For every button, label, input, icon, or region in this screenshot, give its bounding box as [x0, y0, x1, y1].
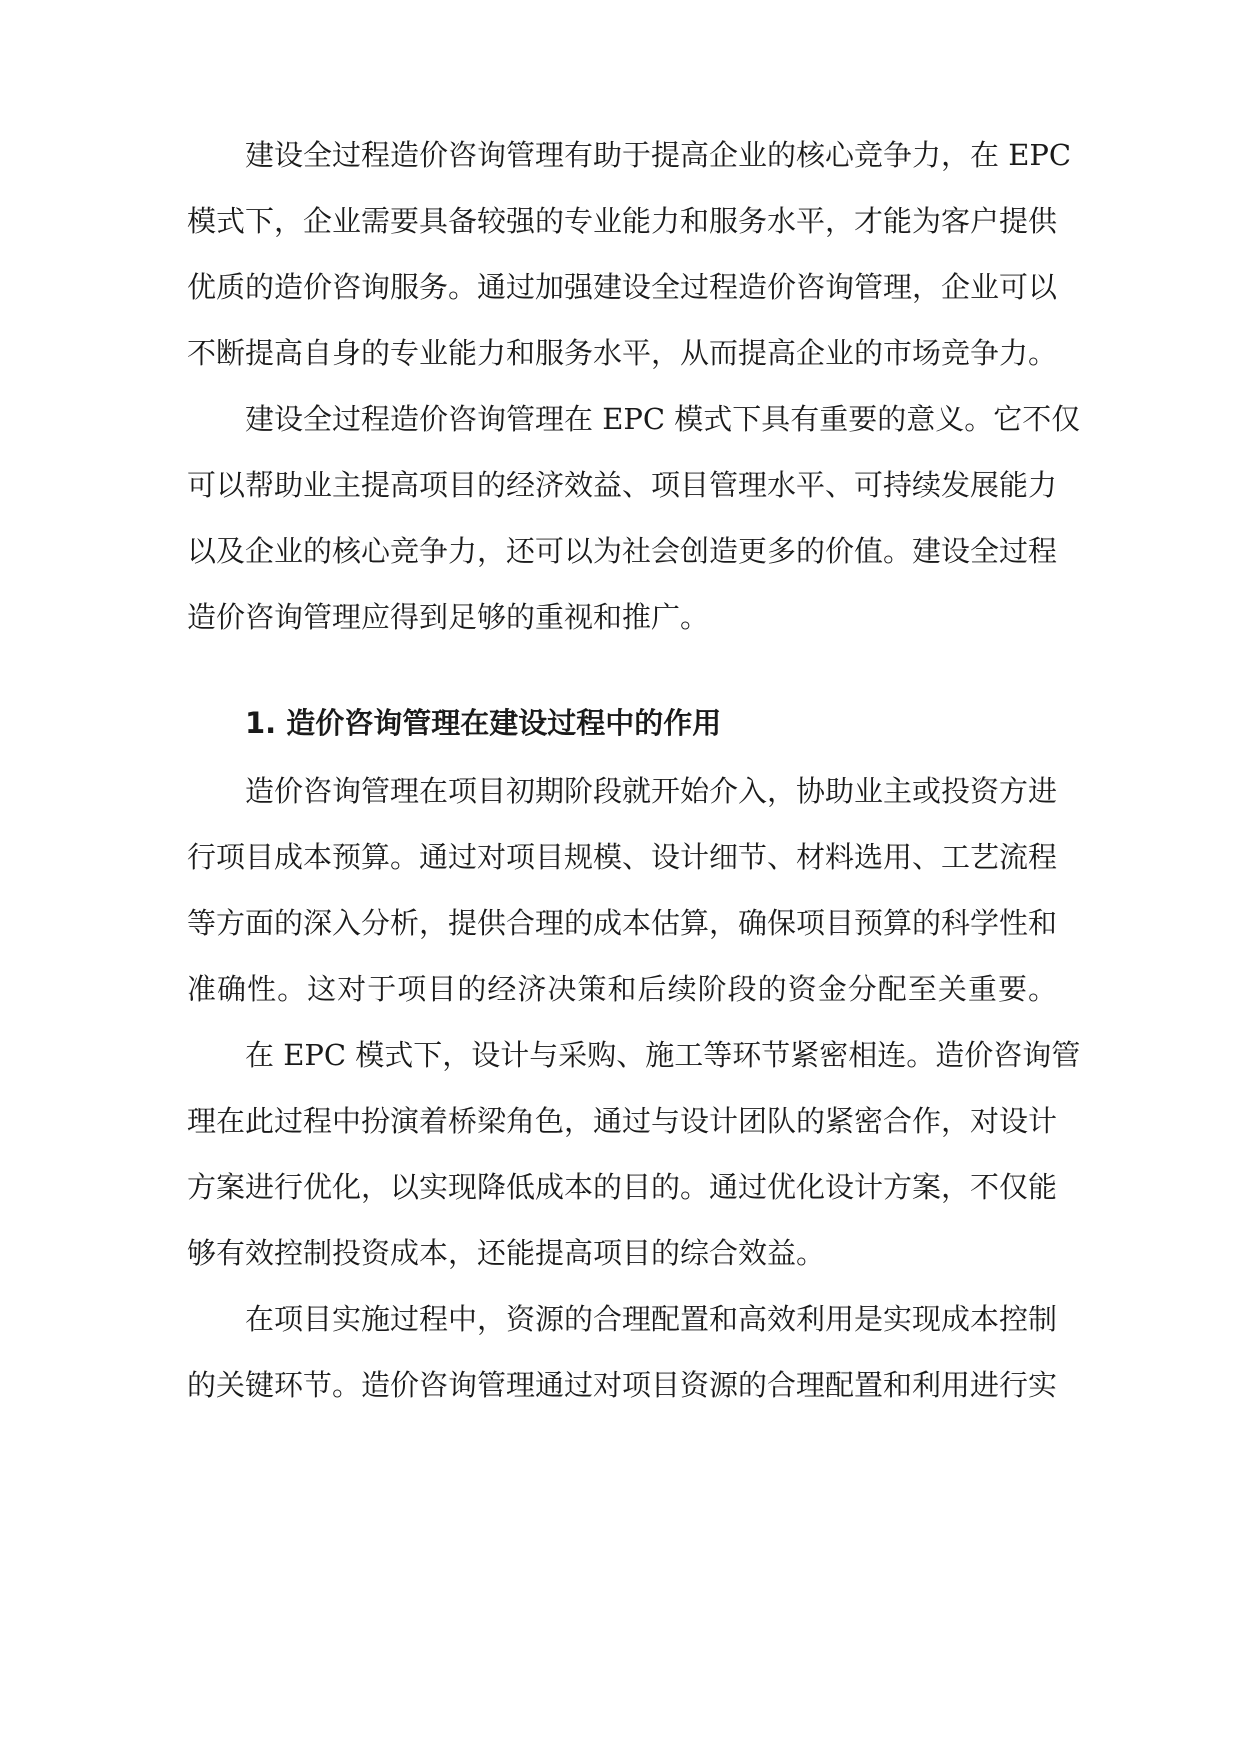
section-paragraph-2-line-2: 理在此过程中扮演着桥梁角色，通过与设计团队的紧密合作，对设计 — [187, 1104, 1058, 1138]
section-paragraph-2-line-3: 方案进行优化，以实现降低成本的目的。通过优化设计方案，不仅能 — [187, 1170, 1058, 1204]
section-paragraph-3-line-1: 在项目实施过程中，资源的合理配置和高效利用是实现成本控制 — [245, 1302, 1058, 1336]
paragraph-2-line-2: 可以帮助业主提高项目的经济效益、项目管理水平、可持续发展能力 — [187, 468, 1058, 502]
paragraph-2-line-4: 造价咨询管理应得到足够的重视和推广。 — [187, 600, 710, 634]
paragraph-1-line-3: 优质的造价咨询服务。通过加强建设全过程造价咨询管理，企业可以 — [187, 270, 1058, 304]
section-paragraph-1-line-2: 行项目成本预算。通过对项目规模、设计细节、材料选用、工艺流程 — [187, 840, 1058, 874]
section-paragraph-2-line-1: 在 EPC 模式下，设计与采购、施工等环节紧密相连。造价咨询管 — [245, 1038, 1081, 1072]
paragraph-1-line-4: 不断提高自身的专业能力和服务水平，从而提高企业的市场竞争力。 — [187, 336, 1058, 370]
paragraph-2-line-3: 以及企业的核心竞争力，还可以为社会创造更多的价值。建设全过程 — [187, 534, 1058, 568]
section-paragraph-1-line-4: 准确性。这对于项目的经济决策和后续阶段的资金分配至关重要。 — [187, 972, 1057, 1006]
section-paragraph-2-line-4: 够有效控制投资成本，还能提高项目的综合效益。 — [187, 1236, 826, 1270]
section-paragraph-3-line-2: 的关键环节。造价咨询管理通过对项目资源的合理配置和利用进行实 — [187, 1368, 1058, 1402]
section-paragraph-1-line-1: 造价咨询管理在项目初期阶段就开始介入，协助业主或投资方进 — [245, 774, 1058, 808]
paragraph-1-line-1: 建设全过程造价咨询管理有助于提高企业的核心竞争力，在 EPC — [245, 138, 1072, 172]
paragraph-2-line-1: 建设全过程造价咨询管理在 EPC 模式下具有重要的意义。它不仅 — [245, 402, 1081, 436]
paragraph-1-line-2: 模式下，企业需要具备较强的专业能力和服务水平，才能为客户提供 — [187, 204, 1058, 238]
section-paragraph-1-line-3: 等方面的深入分析，提供合理的成本估算，确保项目预算的科学性和 — [187, 906, 1058, 940]
section-heading: 1. 造价咨询管理在建设过程中的作用 — [245, 706, 722, 740]
